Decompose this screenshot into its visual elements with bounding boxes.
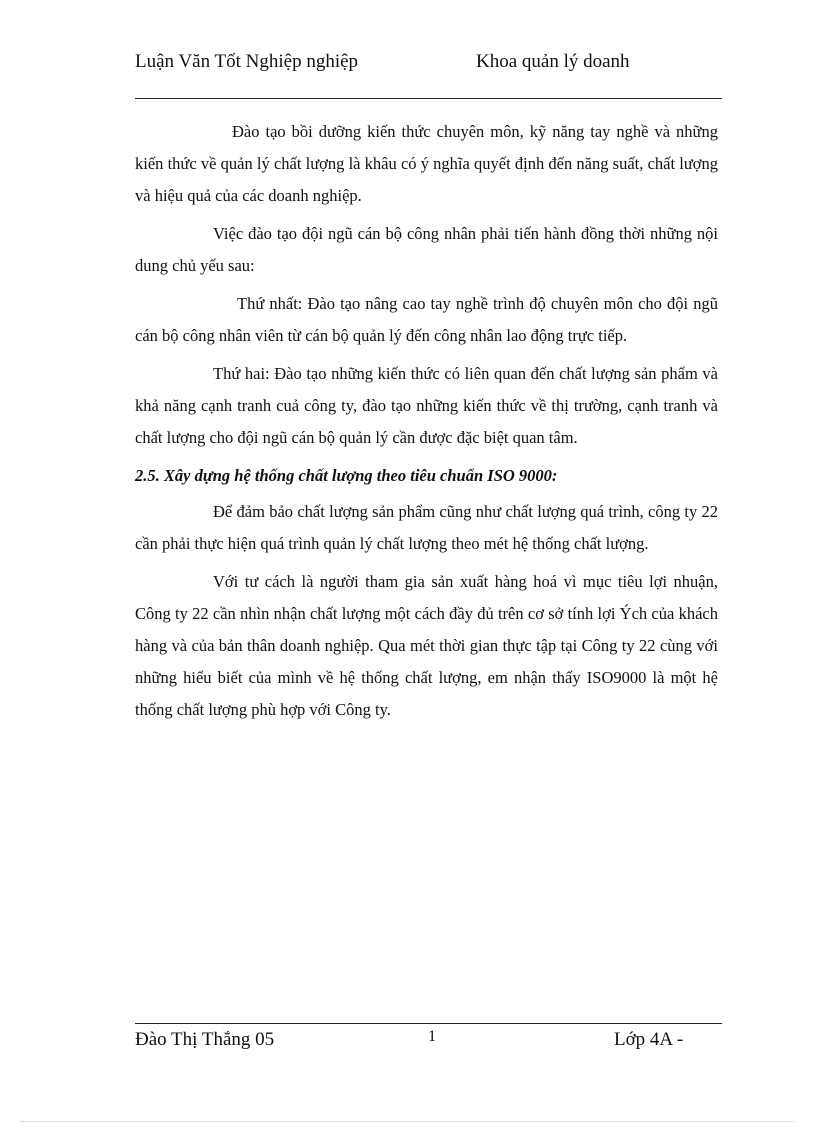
footer-divider xyxy=(135,1023,722,1024)
footer-class: Lớp 4A - xyxy=(614,1029,684,1050)
paragraph-quality-assurance: Để đảm bảo chất lượng sản phẩm cũng như chất lượng quá trình, công ty 22 cần phải thực hiện quá trình quản lý chất lượng theo mét hệ thống chất lượng. xyxy=(135,502,718,553)
page-number: 1 xyxy=(428,1028,436,1045)
document-body xyxy=(135,116,718,726)
footer-author: Đào Thị Thắng 05 xyxy=(135,1029,275,1050)
paragraph-training-content: Việc đào tạo đội ngũ cán bộ công nhân phải tiến hành đồng thời những nội dung chủ yếu sau: xyxy=(135,224,718,275)
section-heading-iso: 2.5. Xây dựng hệ thống chất lượng theo tiêu chuẩn ISO 9000: xyxy=(135,466,558,485)
paragraph-training-knowledge: Đào tạo bồi dưỡng kiến thức chuyên môn, kỹ năng tay nghề và những kiến thức về quản lý chất lượng là khâu có ý nghĩa quyết định đến năng suất, chất lượng và hiệu quả của các doanh nghiệp. xyxy=(135,122,718,205)
paragraph-first-point: Thứ nhất: Đào tạo nâng cao tay nghề trình độ chuyên môn cho đội ngũ cán bộ công nhân viên từ cán bộ quản lý đến công nhân lao động trực tiếp. xyxy=(135,294,718,345)
header-left-text: Luận Văn Tốt Nghiệp nghiệp xyxy=(135,51,359,72)
page-edge-divider xyxy=(20,1121,796,1122)
header-divider xyxy=(135,98,722,99)
paragraph-iso-conclusion: Với tư cách là người tham gia sản xuất hàng hoá vì mục tiêu lợi nhuận, Công ty 22 cần nhìn nhận chất lượng một cách đầy đủ trên cơ sở tính lợi Ých của khách hàng và của bản thân doanh nghiệp. Qua mét thời gian thực tập tại Công ty 22 cùng với những hiểu biết của mình về hệ thống chất lượng, em nhận thấy ISO9000 là một hệ thống chất lượng phù hợp với Công ty. xyxy=(135,572,718,719)
paragraph-second-point: Thứ hai: Đào tạo những kiến thức có liên quan đến chất lượng sản phẩm và khả năng cạnh tranh cuả công ty, đào tạo những kiến thức về thị trường, cạnh tranh và chất lượng cho đội ngũ cán bộ quản lý cần được đặc biệt quan tâm. xyxy=(135,364,718,447)
header-right-text: Khoa quản lý doanh xyxy=(476,51,630,72)
